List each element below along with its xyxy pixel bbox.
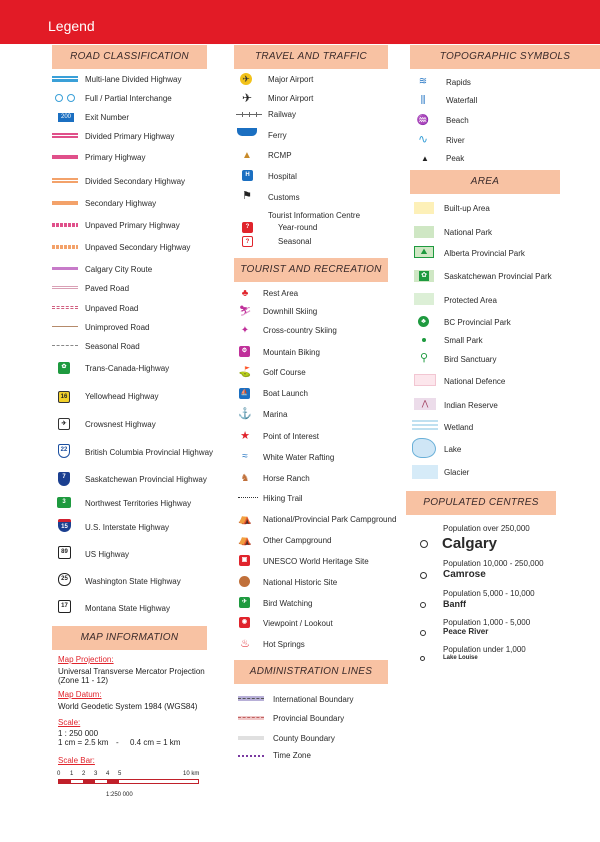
legend-item-label: Tourist Information Centre (268, 211, 361, 220)
map-projection-label: Map Projection: (58, 655, 114, 664)
map-information-heading: MAP INFORMATION (52, 626, 207, 650)
legend-item-label: Bird Sanctuary (444, 355, 497, 364)
nwt-highway-icon: 3 (57, 497, 71, 508)
divided-primary-highway-symbol (52, 131, 78, 141)
legend-item-label: Built-up Area (444, 204, 490, 213)
rapids-icon: ≋ (418, 76, 428, 87)
legend-item-label: Provincial Boundary (273, 714, 345, 723)
legend-item-label: Railway (268, 110, 297, 119)
point-of-interest-icon: ★ (240, 430, 250, 442)
legend-item-label: Peak (446, 154, 465, 163)
legend-item-label: Ferry (268, 131, 287, 140)
legend-item-label: British Columbia Provincial Highway (85, 448, 214, 457)
protected-area-swatch (414, 293, 434, 305)
railway-symbol (236, 110, 262, 120)
administration-lines-heading: ADMINISTRATION LINES (234, 660, 388, 684)
legend-item-label: Mountain Biking (263, 348, 320, 357)
hospital-icon: H (242, 170, 253, 181)
map-datum-value: World Geodetic System 1984 (WGS84) (58, 702, 198, 711)
hiking-trail-symbol (238, 493, 258, 503)
legend-item-label: Lake (444, 445, 462, 454)
legend-item-label: Rapids (446, 78, 471, 87)
scale-tick: 0 (57, 771, 61, 777)
legend-item-label: County Boundary (273, 734, 335, 743)
secondary-highway-symbol (52, 198, 78, 208)
crowsnest-highway-icon: ✈ (58, 418, 70, 430)
saskatchewan-provincial-park-swatch: ✿ (414, 270, 434, 282)
road-classification-heading: ROAD CLASSIFICATION (52, 45, 207, 69)
downhill-skiing-icon: ⛷ (238, 306, 252, 317)
glacier-swatch (412, 465, 438, 479)
us-highway-icon: 89 (58, 546, 71, 559)
legend-item-label: US Highway (85, 550, 130, 559)
legend-item-label: Boat Launch (263, 389, 308, 398)
legend-item-label: Northwest Territories Highway (85, 499, 192, 508)
hot-springs-icon: ♨ (240, 638, 250, 650)
legend-item-label: Calgary City Route (85, 265, 153, 274)
legend-item-label: Alberta Provincial Park (444, 249, 525, 258)
legend-item-label: Montana State Highway (85, 604, 170, 613)
legend-item-label: Hospital (268, 172, 297, 181)
legend-item-label: Waterfall (446, 96, 478, 105)
legend-item-label: Point of Interest (263, 432, 320, 441)
legend-item-label: National Historic Site (263, 578, 338, 587)
national-historic-site-icon (239, 576, 250, 587)
legend-item-label: Saskatchewan Provincial Park (444, 272, 552, 281)
city-dot-icon (420, 572, 427, 579)
legend-item-label: International Boundary (273, 695, 354, 704)
exit-number-icon: 200 (58, 113, 74, 122)
yellowhead-highway-icon: 16 (58, 391, 70, 403)
alberta-provincial-park-swatch: ⛰ (414, 246, 434, 258)
legend-item-label: Viewpoint / Lookout (263, 619, 333, 628)
legend-item-label: White Water Rafting (263, 453, 335, 462)
legend-item-label: Washington State Highway (85, 577, 181, 586)
legend-item-label: UNESCO World Heritage Site (263, 557, 369, 566)
city-dot-icon (420, 656, 425, 661)
small-park-icon (422, 338, 426, 342)
scale-conversion-2: 0.4 cm = 1 km (130, 738, 181, 747)
scale-tick: 3 (94, 771, 98, 777)
legend-item-label: Horse Ranch (263, 474, 310, 483)
bc-provincial-park-icon: ♣ (418, 316, 429, 327)
legend-item-label: Other Campground (263, 536, 332, 545)
legend-item-label: Downhill Skiing (263, 307, 318, 316)
us-interstate-icon: 15 (58, 519, 71, 532)
legend-item-label: BC Provincial Park (444, 318, 511, 327)
legend-item-label: Full / Partial Interchange (85, 94, 172, 103)
legend-item-label: Trans-Canada-Highway (85, 364, 170, 373)
national-defence-swatch (414, 374, 436, 386)
boat-launch-icon: ⛵ (239, 388, 250, 399)
trans-canada-highway-icon: ✿ (58, 362, 70, 374)
montana-highway-icon: 17 (58, 600, 71, 613)
ferry-icon (237, 128, 257, 136)
population-range: Population 10,000 - 250,000 (443, 559, 544, 568)
legend-item-label: Saskatchewan Provincial Highway (85, 475, 207, 484)
marina-icon: ⚓ (238, 408, 252, 420)
indian-reserve-swatch: ⋀ (414, 398, 436, 410)
scale-tick: 5 (118, 771, 122, 777)
legend-item-label: Seasonal Road (85, 342, 140, 351)
scale-tick: 1 (70, 771, 74, 777)
international-boundary-symbol (238, 694, 264, 704)
city-name-medium: Camrose (443, 569, 486, 580)
bc-provincial-highway-icon: 22 (58, 444, 70, 458)
legend-header-bar (0, 0, 600, 44)
legend-item-label: Unpaved Primary Highway (85, 221, 180, 230)
legend-item-label: Divided Primary Highway (85, 132, 175, 141)
city-name-large: Calgary (442, 535, 498, 552)
city-name-village: Lake Louise (443, 655, 478, 661)
legend-item-label: Wetland (444, 423, 474, 432)
map-datum-label: Map Datum: (58, 690, 102, 699)
legend-item-label: Primary Highway (85, 153, 146, 162)
viewpoint-icon: ◉ (239, 617, 250, 628)
legend-item-label: Minor Airport (268, 94, 314, 103)
other-campground-icon: ⛺ (238, 534, 252, 546)
scale-separator: - (116, 738, 119, 747)
legend-item-label: Divided Secondary Highway (85, 177, 186, 186)
tourist-recreation-heading: TOURIST AND RECREATION (234, 258, 388, 282)
legend-item-label: Unimproved Road (85, 323, 150, 332)
washington-highway-icon: 25 (58, 573, 71, 586)
legend-item-label: National Park (444, 228, 493, 237)
travel-traffic-heading: TRAVEL AND TRAFFIC (234, 45, 388, 69)
legend-item-label: Seasonal (278, 237, 312, 246)
population-range: Population 5,000 - 10,000 (443, 589, 535, 598)
legend-item-label: Glacier (444, 468, 470, 477)
legend-item-label: Beach (446, 116, 469, 125)
beach-icon: ♒ (416, 115, 430, 126)
legend-item-label: Cross-country Skiing (263, 326, 337, 335)
legend-item-label: Unpaved Secondary Highway (85, 243, 191, 252)
legend-item-label: Paved Road (85, 284, 130, 293)
saskatchewan-highway-icon: 7 (58, 472, 70, 486)
city-dot-icon (420, 540, 428, 548)
legend-item-label: Unpaved Road (85, 304, 139, 313)
wetland-swatch (412, 420, 438, 432)
cross-country-skiing-icon: ✦ (240, 325, 250, 336)
interchange-icon (52, 93, 78, 103)
city-name-small: Banff (443, 599, 466, 609)
multi-lane-divided-highway-symbol (52, 74, 78, 84)
tourist-info-yearround-icon: ? (242, 222, 253, 233)
scale-label: Scale: (58, 718, 81, 727)
topographic-symbols-heading: TOPOGRAPHIC SYMBOLS (410, 45, 600, 69)
scale-tick: 4 (106, 771, 110, 777)
minor-airport-icon: ✈ (241, 91, 253, 105)
scale-bar-label: Scale Bar: (58, 756, 95, 765)
legend-item-label: U.S. Interstate Highway (85, 523, 170, 532)
seasonal-road-symbol (52, 341, 78, 351)
legend-item-label: RCMP (268, 151, 292, 160)
golf-course-icon: ⛳ (238, 367, 252, 378)
unpaved-primary-highway-symbol (52, 220, 78, 230)
scale-bar-ratio: 1:250 000 (106, 792, 133, 798)
calgary-city-route-symbol (52, 264, 78, 274)
unpaved-road-symbol (52, 303, 78, 313)
tourist-info-seasonal-icon: ? (242, 236, 253, 247)
city-dot-icon (420, 630, 426, 636)
city-dot-icon (420, 602, 426, 608)
legend-item-label: Year-round (278, 223, 318, 232)
white-water-rafting-icon: ≈ (242, 451, 248, 462)
legend-item-label: Golf Course (263, 368, 306, 377)
legend-item-label: Marina (263, 410, 288, 419)
legend-item-label: Hot Springs (263, 640, 305, 649)
page-title: Legend (48, 18, 95, 34)
river-icon: ∿ (417, 132, 429, 146)
population-range: Population under 1,000 (443, 645, 526, 654)
major-airport-icon: ✈ (240, 73, 252, 85)
legend-item-label: Multi-lane Divided Highway (85, 75, 182, 84)
legend-item-label: Hiking Trail (263, 494, 303, 503)
legend-item-label: Rest Area (263, 289, 299, 298)
paved-road-symbol (52, 283, 78, 293)
unesco-site-icon: ▣ (239, 555, 250, 566)
legend-item-label: Crowsnest Highway (85, 420, 156, 429)
legend-item-label: National/Provincial Park Campground (263, 515, 397, 524)
peak-icon: ▲ (421, 154, 429, 163)
legend-item-label: Yellowhead Highway (85, 392, 159, 401)
bird-watching-icon: ✈ (239, 597, 250, 608)
built-up-area-swatch (414, 202, 434, 214)
bird-sanctuary-icon: ⚲ (419, 352, 429, 364)
area-heading: AREA (410, 170, 560, 194)
population-range: Population over 250,000 (443, 524, 530, 533)
map-projection-zone: (Zone 11 - 12) (58, 676, 109, 685)
time-zone-symbol (238, 751, 264, 761)
park-campground-icon: ⛺ (238, 513, 252, 525)
map-projection-value: Universal Transverse Mercator Projection (58, 667, 205, 676)
waterfall-icon: ⫼ (420, 95, 426, 106)
county-boundary-symbol (238, 733, 264, 743)
provincial-boundary-symbol (238, 713, 264, 723)
scale-bar (58, 779, 199, 784)
populated-centres-heading: POPULATED CENTRES (406, 491, 556, 515)
horse-ranch-icon: ♞ (240, 473, 250, 484)
legend-item-label: Secondary Highway (85, 199, 157, 208)
legend-item-label: Time Zone (273, 751, 311, 760)
unimproved-road-symbol (52, 322, 78, 332)
customs-icon: ⚑ (242, 190, 252, 202)
population-range: Population 1,000 - 5,000 (443, 618, 531, 627)
legend-item-label: Major Airport (268, 75, 314, 84)
legend-item-label: Bird Watching (263, 599, 313, 608)
divided-secondary-highway-symbol (52, 176, 78, 186)
legend-item-label: National Defence (444, 377, 506, 386)
lake-swatch (412, 438, 436, 458)
legend-item-label: Protected Area (444, 296, 497, 305)
unpaved-secondary-highway-symbol (52, 242, 78, 252)
legend-item-label: Small Park (444, 336, 483, 345)
rcmp-icon: ▲ (242, 150, 252, 161)
scale-tick: 2 (82, 771, 86, 777)
legend-item-label: River (446, 136, 465, 145)
legend-item-label: Customs (268, 193, 300, 202)
mountain-biking-icon: ⚙ (239, 346, 250, 357)
scale-conversion-1: 1 cm = 2.5 km (58, 738, 109, 747)
legend-item-label: Indian Reserve (444, 401, 498, 410)
scale-tick-end: 10 km (183, 771, 200, 777)
national-park-swatch (414, 226, 434, 238)
primary-highway-symbol (52, 152, 78, 162)
scale-ratio: 1 : 250 000 (58, 729, 99, 738)
legend-item-label: Exit Number (85, 113, 130, 122)
rest-area-icon: ♣ (241, 288, 249, 299)
city-name-town: Peace River (443, 627, 489, 636)
